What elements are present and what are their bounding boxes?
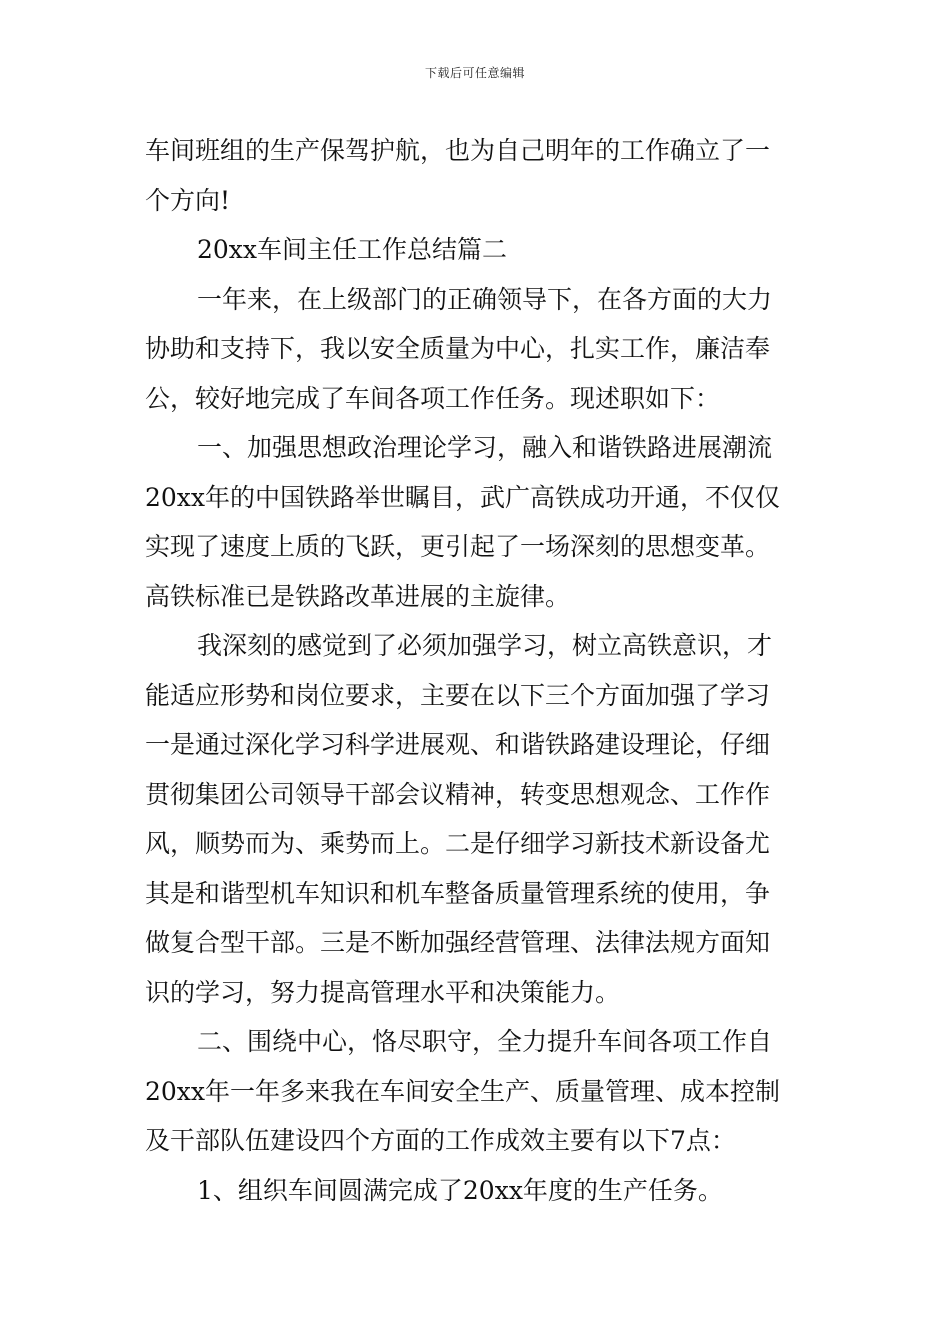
- text-line: 1、组织车间圆满完成了20xx年度的生产任务。: [197, 1175, 723, 1205]
- document-body: [145, 126, 810, 1215]
- text-line: 一是通过深化学习科学进展观、和谐铁路建设理论，仔细: [145, 730, 771, 759]
- text-line: 公，较好地完成了车间各项工作任务。现述职如下：: [145, 383, 721, 413]
- text-line: 实现了速度上质的飞跃，更引起了一场深刻的思想变革。: [145, 532, 771, 561]
- text-line: 做复合型干部。三是不断加强经营管理、法律法规方面知: [145, 928, 771, 957]
- text-line: 20xx年的中国铁路举世瞩目，武广高铁成功开通，不仅仅: [145, 482, 781, 512]
- text-line: 及干部队伍建设四个方面的工作成效主要有以下7点：: [145, 1126, 736, 1155]
- text-line: 风，顺势而为、乘势而上。二是仔细学习新技术新设备尤: [145, 829, 771, 858]
- text-line: 一、加强思想政治理论学习，融入和谐铁路进展潮流: [197, 433, 773, 462]
- text-line: 高铁标准已是铁路改革进展的主旋律。: [145, 581, 571, 611]
- text-line: 识的学习，努力提高管理水平和决策能力。: [145, 977, 621, 1007]
- text-line: 车间班组的生产保驾护航，也为自己明年的工作确立了一: [145, 136, 771, 165]
- text-line: 20xx车间主任工作总结篇二: [197, 235, 508, 264]
- text-line: 我深刻的感觉到了必须加强学习，树立高铁意识，才: [197, 631, 773, 660]
- text-line: 贯彻集团公司领导干部会议精神，转变思想观念、工作作: [145, 779, 771, 809]
- text-line: 能适应形势和岗位要求，主要在以下三个方面加强了学习: [145, 680, 771, 710]
- text-line: 一年来，在上级部门的正确领导下，在各方面的大力: [197, 284, 773, 314]
- text-line: 20xx年一年多来我在车间安全生产、质量管理、成本控制: [145, 1076, 781, 1106]
- text-line: 协助和支持下，我以安全质量为中心，扎实工作，廉洁奉: [145, 334, 771, 363]
- text-line: 二、围绕中心，恪尽职守，全力提升车间各项工作自: [197, 1027, 773, 1056]
- page-header-note: 下载后可任意编辑: [424, 66, 525, 80]
- text-line: 个方向!: [145, 185, 231, 215]
- text-line: 其是和谐型机车知识和机车整备质量管理系统的使用，争: [145, 878, 771, 908]
